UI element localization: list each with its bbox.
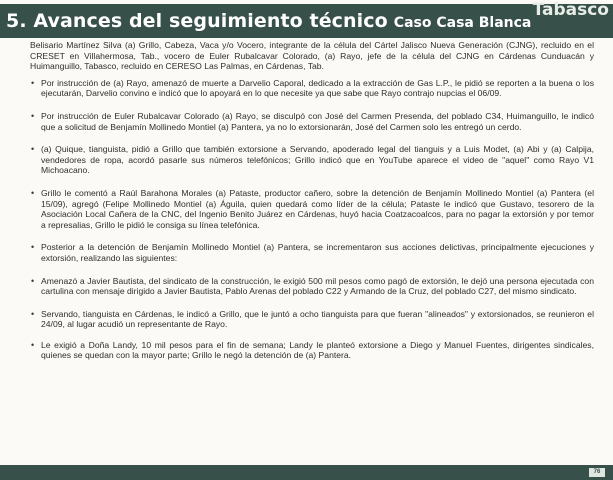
bullet-marker: • [31,144,35,155]
bullet-marker: • [31,275,35,286]
header-band [0,0,613,38]
bullet-marker: • [31,110,35,121]
bullet-text: Amenazó a Javier Bautista, del sindicato de la construcción, le exigió 500 mil pesos como pagó de extorsión, le dejó una persona ejecutada con cartulina con mensaje dirigido a Javier Bautista, Pablo Arenas del poblado C22 y Armando de la Cruz, del poblado C27, del mismo sindicato. [41,275,594,297]
bullet-text: Grillo le comentó a Raúl Barahona Morales (a) Pataste, productor cañero, sobre la detención de Benjamín Mollinedo Montiel (a) Pantera (el 15/09), agregó (Felipe Mollinedo Montiel (a) Águila, quien quedará como líder de la célula; Pataste le indicó que Gustavo, tesorero de la Asociación Local Cañera de la CNC, del Ingenio Benito Juárez en Cárdenas, huyó hacia Coatzacoalcos, para no pagar la extorsión y por temor a represalias, Grillo le pidió le consiga su línea telefónica. [41,187,594,230]
section-title-case: Caso Casa Blanca [393,15,532,31]
bullet-text: Por instrucción de (a) Rayo, amenazó de muerte a Darvelio Caporal, dedicado a la extracción de Gas L.P., le pidió se reporten a la buena o los ejecutarán, Darvelio convino e indicó que lo apoyará en lo que necesite ya que sabe que Rayo contrajo nupcias el 06/09. [41,77,594,99]
section-title-main: 5. Avances del seguimiento técnico [6,10,388,32]
bullet-text: Le exigió a Doña Landy, 10 mil pesos para el fin de semana; Landy le planteó extorsione a Diego y Manuel Fuentes, dirigentes sindicales, quienes se quedan con la mayor parte; Grillo le negó la detención de (a) Pantera. [41,339,594,361]
bullet-marker: • [31,77,35,88]
bullet-marker: • [31,339,35,350]
section-title [6,10,531,32]
bullet-item [30,78,594,99]
bullet-item [30,242,594,263]
bullet-text: Servando, tianguista en Cárdenas, le indicó a Grillo, que le juntó a ocho tianguista para que fueran "alineados" y extorsionados, se reunieron el 24/09, al lugar acudió un representante de Rayo. [41,308,594,330]
footer-band [0,465,613,480]
bullet-item [30,188,594,230]
bullet-text: Por instrucción de Euler Rubalcavar Colorado (a) Rayo, se disculpó con José del Carmen Presenda, del poblado C34, Huimanguillo, le indicó que a solicitud de Benjamín Mollinedo Montiel (a) Pantera, ya no lo extorsionarán, José del Carmen solo les entregó un cerdo. [41,110,594,132]
document-body [30,40,594,361]
bullet-item [30,309,594,330]
bullet-item [30,144,594,176]
bullet-text: Posterior a la detención de Benjamín Mollinedo Montiel (a) Pantera, se incrementaron sus acciones delictivas, principalmente ejecuciones y extorsión, realizando las siguientes: [41,242,594,263]
page-number: 76 [589,468,605,477]
intro-paragraph: Belisario Martínez Silva (a) Grillo, Cabeza, Vaca y/o Vocero, integrante de la célula del Cártel Jalisco Nueva Generación (CJNG), recluido en el CRESET en Villahermosa, Tab., vocero de Euler Rubalcavar Colorado, (a) Rayo, jefe de la célula del CJNG en Cárdenas Cunduacán y Huimanguillo, Tabasco, recluido en CERESO Las Palmas, en Cárdenas, Tab. [30,40,594,72]
bullet-marker: • [31,187,35,198]
bullet-marker: • [31,308,35,319]
bullet-marker: • [31,242,35,253]
bullet-item [30,340,594,361]
state-label: Tabasco [532,0,609,20]
bullet-text: (a) Quique, tianguista, pidió a Grillo que también extorsione a Servando, apoderado legal del tianguis y a Luis Modet, (a) Abi y (a) Calpija, vendedores de ropa, acordó pasarle sus números telefónicos; Grillo indicó que en YouTube aparece el video de "aquel" como Rayo V1 Michoacano. [41,144,594,176]
bullet-item [30,111,594,132]
bullet-item [30,276,594,297]
